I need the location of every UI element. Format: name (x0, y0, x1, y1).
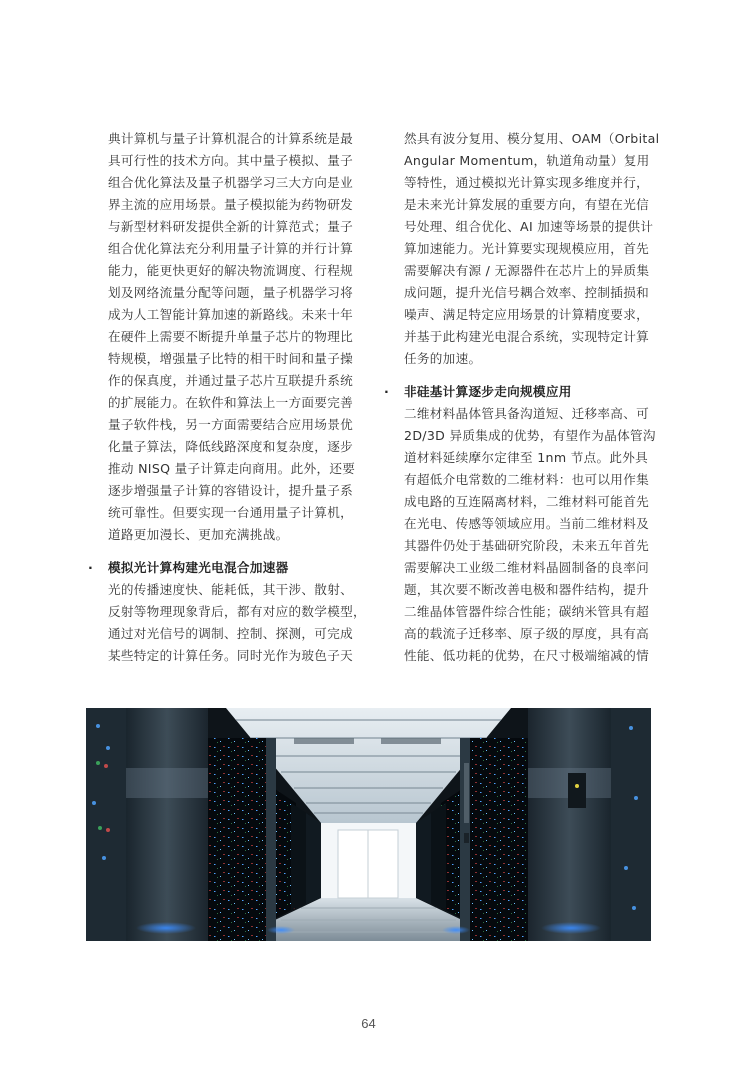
bullet-icon: · (384, 384, 390, 399)
text-line: 需要解决工业级二维材料晶圆制备的良率问 (404, 560, 649, 575)
text-line: 特规模，增强量子比特的相干时间和量子操 (108, 351, 353, 366)
text-line: 逐步增强量子计算的容错设计，提升量子系 (108, 483, 353, 498)
text-line: 推动 NISQ 量子计算走向商用。此外，还要 (108, 461, 356, 476)
text-line: 是未来光计算发展的重要方向，有望在光信 (404, 197, 649, 212)
text-line: 具可行性的技术方向。其中量子模拟、量子 (108, 153, 353, 168)
section-heading-non-silicon-computing (384, 381, 656, 403)
right-intro-paragraph (404, 128, 660, 370)
left-section-paragraph (108, 579, 368, 667)
section-heading-text: 非硅基计算逐步走向规模应用 (404, 384, 572, 399)
text-line: 成电路的互连隔离材料，二维材料可能首先 (404, 494, 649, 509)
text-line: 量子软件栈，另一方面需要结合应用场景优 (108, 417, 353, 432)
text-line: 道路更加漫长、更加充满挑战。 (108, 527, 289, 542)
data-center-photo (86, 708, 651, 941)
text-line: 反射等物理现象背后，都有对应的数学模型， (108, 604, 366, 619)
text-line: 任务的加速。 (404, 351, 482, 366)
text-line: 组合优化算法充分利用量子计算的并行计算 (108, 241, 353, 256)
page-number: 64 (361, 1016, 376, 1031)
text-line: 噪声、满足特定应用场景的计算精度要求， (404, 307, 649, 322)
text-line: 与新型材料研发提供全新的计算范式；量子 (108, 219, 353, 234)
text-line: 道材料延续摩尔定律至 1nm 节点。此外具 (404, 450, 649, 465)
text-line: 有超低介电常数的二维材料：也可以用作集 (404, 472, 649, 487)
left-intro-paragraph (108, 128, 368, 546)
text-line: 能力，能更快更好的解决物流调度、行程规 (108, 263, 353, 278)
text-line: 某些特定的计算任务。同时光作为玻色子天 (108, 648, 353, 663)
left-column (88, 128, 368, 667)
text-line: 其器件仍处于基础研究阶段，未来五年首先 (404, 538, 649, 553)
text-line: 需要解决有源 / 无源器件在芯片上的异质集 (404, 263, 650, 278)
text-line: 号处理、组合优化、AI 加速等场景的提供计 (404, 219, 654, 234)
text-line: 通过对光信号的调制、控制、探测，可完成 (108, 626, 353, 641)
text-line: 题，其次要不断改善电极和器件结构，提升 (404, 582, 649, 597)
text-line: 性能、低功耗的优势，在尺寸极端缩减的情 (404, 648, 649, 663)
section-heading-optical-computing (88, 557, 368, 579)
text-line: 统可靠性。但要实现一台通用量子计算机， (108, 505, 353, 520)
text-line: 界主流的应用场景。量子模拟能为药物研发 (108, 197, 353, 212)
text-line: 然具有波分复用、模分复用、OAM（Orbital (404, 131, 660, 146)
text-line: 2D/3D 异质集成的优势，有望作为晶体管沟 (404, 428, 656, 443)
text-line: 化量子算法，降低线路深度和复杂度，逐步 (108, 439, 353, 454)
text-line: 光的传播速度快、能耗低，其干涉、散射、 (108, 582, 353, 597)
text-line: 等特性，通过模拟光计算实现多维度并行， (404, 175, 649, 190)
text-line: 二维晶体管器件综合性能；碳纳米管具有超 (404, 604, 649, 619)
text-line: 划及网络流量分配等问题，量子机器学习将 (108, 285, 353, 300)
text-line: 二维材料晶体管具备沟道短、迁移率高、可 (404, 406, 649, 421)
text-line: 成为人工智能计算加速的新路线。未来十年 (108, 307, 353, 322)
text-line: Angular Momentum，轨道角动量）复用 (404, 153, 650, 168)
text-line: 高的载流子迁移率、原子级的厚度，具有高 (404, 626, 649, 641)
text-line: 并基于此构建光电混合系统，实现特定计算 (404, 329, 649, 344)
text-line: 成问题，提升光信号耦合效率、控制插损和 (404, 285, 649, 300)
text-line: 算加速能力。光计算要实现规模应用，首先 (404, 241, 649, 256)
section-heading-text: 模拟光计算构建光电混合加速器 (108, 560, 289, 575)
text-line: 作的保真度，并通过量子芯片互联提升系统 (108, 373, 353, 388)
text-line: 在硬件上需要不断提升单量子芯片的物理比 (108, 329, 353, 344)
text-line: 典计算机与量子计算机混合的计算系统是最 (108, 131, 353, 146)
text-line: 在光电、传感等领域应用。当前二维材料及 (404, 516, 649, 531)
text-line: 组合优化算法及量子机器学习三大方向是业 (108, 175, 353, 190)
bullet-icon: · (88, 560, 94, 575)
right-column (384, 128, 660, 667)
text-line: 的扩展能力。在软件和算法上一方面要完善 (108, 395, 353, 410)
right-section-paragraph (404, 403, 656, 667)
